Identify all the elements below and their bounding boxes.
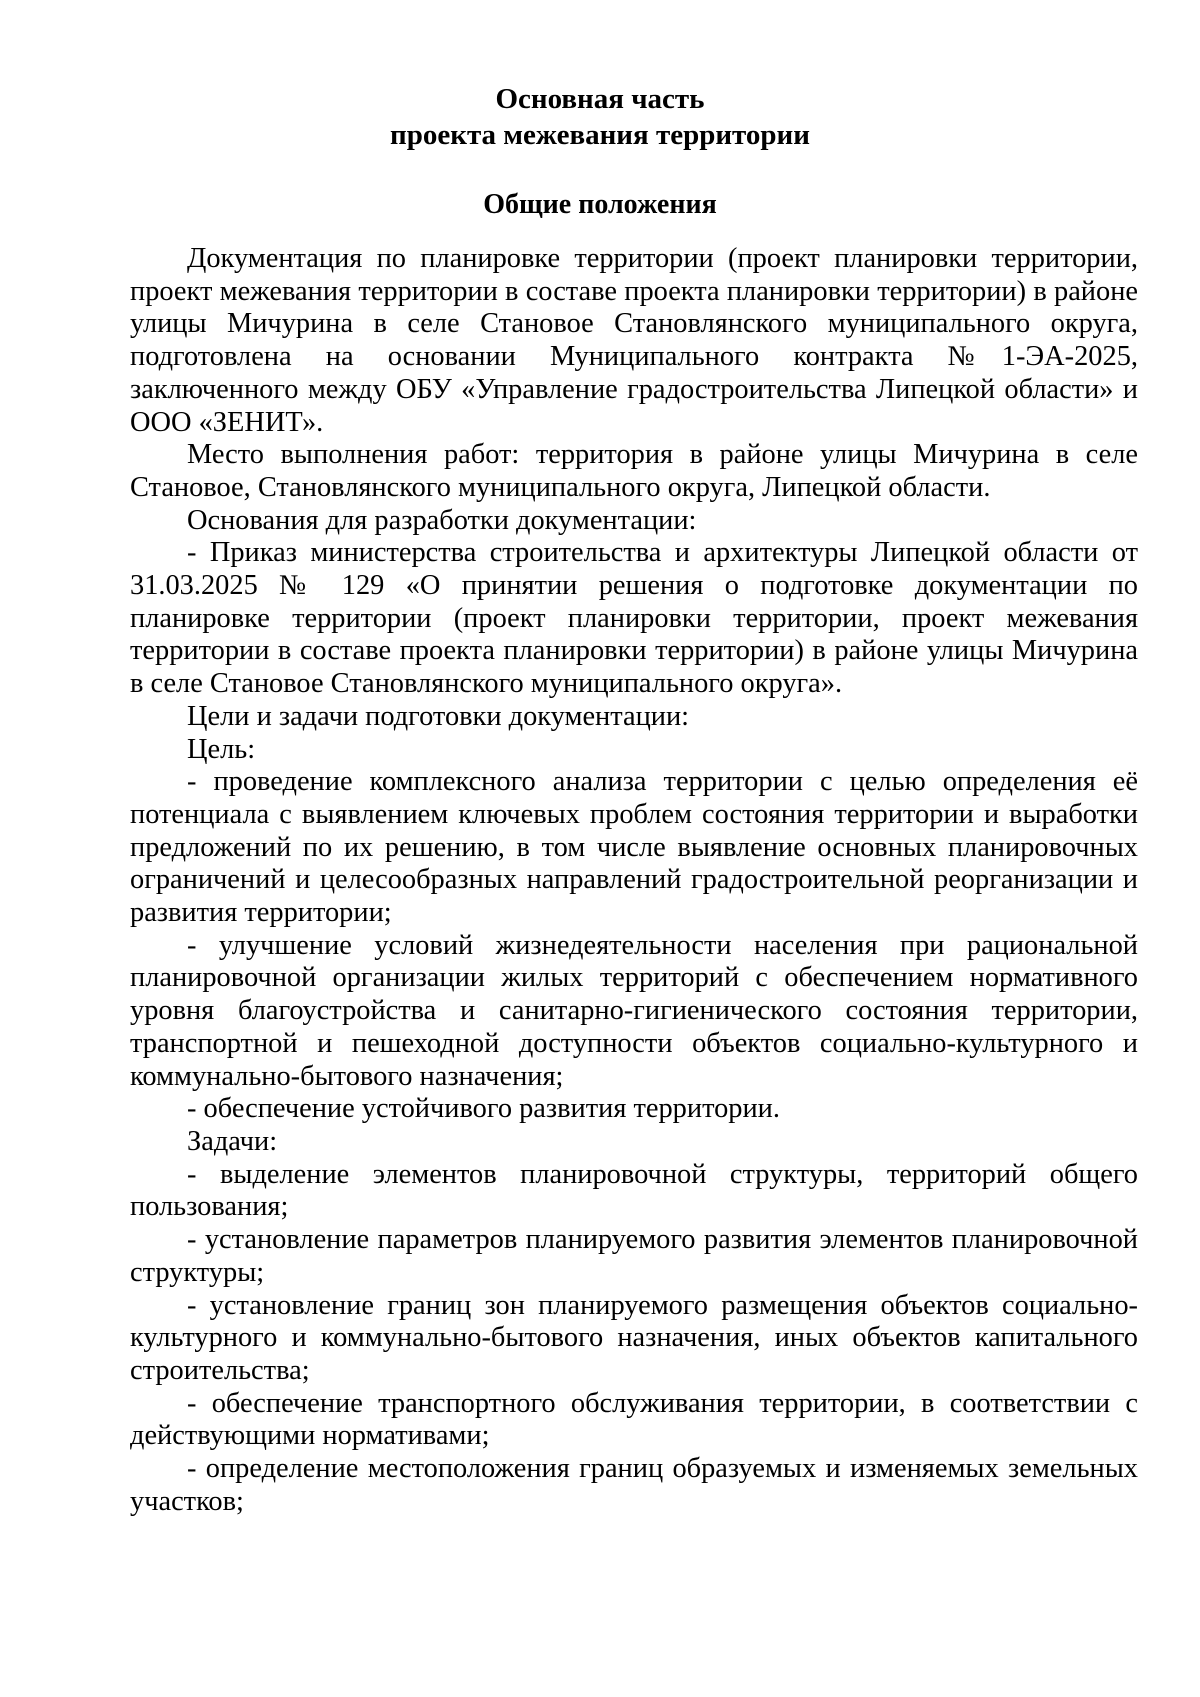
- document-title-line-1: Основная часть: [495, 83, 705, 115]
- list-item-task: - установление параметров планируемого развития элементов планировочной структуры;: [130, 1224, 1138, 1288]
- paragraph-tasks-label: Задачи:: [187, 1125, 278, 1157]
- paragraph-grounds-heading: Основания для разработки документации:: [187, 504, 697, 536]
- document-body: [130, 243, 1138, 1518]
- list-item-goal: - улучшение условий жизнедеятельности населения при рациональной планировочной организации жилых территорий с обеспечением нормативного уровня благоустройства и санитарно-гигиенического состояния территории, транспортной и пешеходной доступности объектов социально-культурного и коммунально-бытового назначения;: [130, 929, 1138, 1092]
- list-item-goal: - проведение комплексного анализа территории с целью определения её потенциала с выявлением ключевых проблем состояния территории и выработки предложений по их решению, в том числе выявление основных планировочных ограничений и целесообразных направлений градостроительной реорганизации и развития территории;: [130, 766, 1138, 929]
- section-heading: Общие положения: [483, 189, 717, 220]
- paragraph-contract-basis: Документация по планировке территории (проект планировки территории, проект межевания территории в составе проекта планировки территории) в районе улицы Мичурина в селе Становое Становлянского муниципального округа, подготовлена на основании Муниципального контракта №1-ЭА-2025, заключенного между ОБУ «Управление градостроительства Липецкой области» и ООО «ЗЕНИТ».: [130, 243, 1138, 438]
- list-item-task: - установление границ зон планируемого размещения объектов социально-культурного и коммунально-бытового назначения, иных объектов капитального строительства;: [130, 1289, 1138, 1386]
- document-title-line-2: проекта межевания территории: [390, 119, 810, 151]
- list-item-goal: - обеспечение устойчивого развития территории.: [187, 1093, 780, 1125]
- list-item-task: - выделение элементов планировочной структуры, территорий общего пользования;: [130, 1158, 1138, 1223]
- list-item-task: - обеспечение транспортного обслуживания территории, в соответствии с действующими нормативами;: [130, 1387, 1138, 1452]
- paragraph-goals-heading: Цели и задачи подготовки документации:: [187, 700, 690, 732]
- paragraph-order: - Приказ министерства строительства и архитектуры Липецкой области от 31.03.2025 № 129 «О принятии решения о подготовке документации по планировке территории (проект планировки территории, проект межевания территории в составе проекта планировки территории) в районе улицы Мичурина в селе Становое Становлянского муниципального округа».: [130, 537, 1138, 700]
- list-item-task: - определение местоположения границ образуемых и изменяемых земельных участков;: [130, 1453, 1138, 1517]
- paragraph-work-location: Место выполнения работ: территория в районе улицы Мичурина в селе Становое, Становлянского муниципального округа, Липецкой области.: [130, 439, 1138, 503]
- paragraph-goal-label: Цель:: [187, 733, 256, 765]
